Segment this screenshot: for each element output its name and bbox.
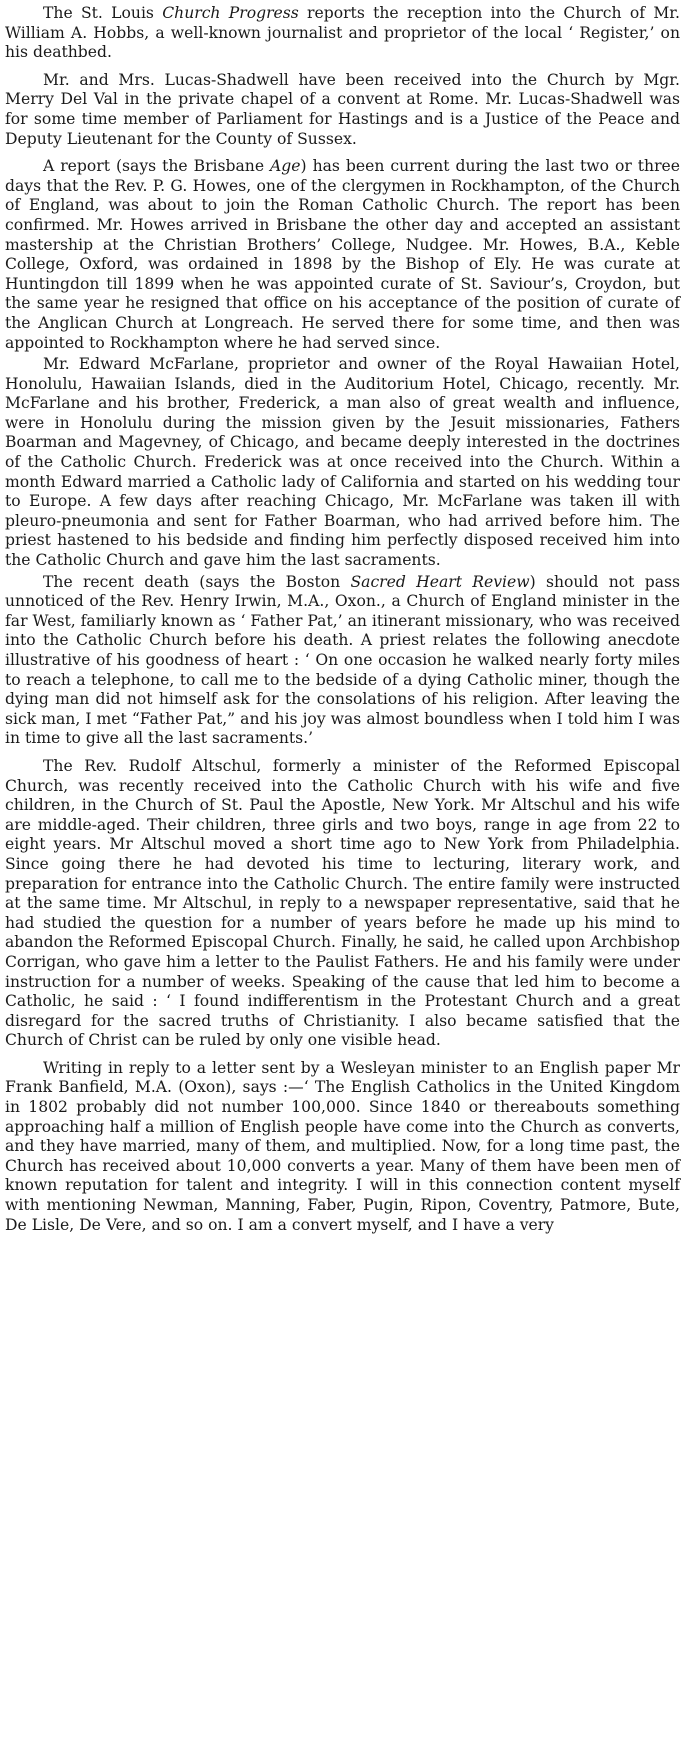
paragraph-hobbs-reception [5,4,680,63]
paragraph-mcfarlane [5,355,680,571]
paragraph-altschul [5,757,680,1051]
text-segment: Mr. Edward McFarlane, proprietor and owner of the Royal Hawaiian Hotel, Honolulu, Hawaiian Islands, died in the Auditorium Hotel, Chicago, recently. Mr. McFarlane and his brother, Frederick, a man also of great wealth and influence, were in Honolulu during the mission given by the Jesuit missionaries, Fathers Boarman and Magevney, of Chicago, and became deeply interested in the doctrines of the Catholic Church. Frederick was at once received into the Church. Within a month Edward married a Catholic lady of California and started on his wedding tour to Europe. A few days after reaching Chicago, Mr. McFarlane was taken ill with pleuro-pneumonia and sent for Father Boarman, who had arrived before him. The priest hastened to his bedside and finding him perfectly disposed received him into the Catholic Church and gave him the last sacraments. [5,355,680,570]
publication-title-age: Age [270,157,301,176]
text-segment: The St. Louis [43,4,163,22]
paragraph-lucas-shadwell [5,71,680,149]
text-segment: Writing in reply to a letter sent by a Wesleyan minister to an English paper Mr Frank Banfield, M.A. (Oxon), says :—‘ The English Catholics in the United Kingdom in 1802 probably did not number 100,000. Since 1840 or thereabouts something approaching half a million of English people have come into the Church as converts, and they have married, many of them, and multiplied. Now, for a long time past, the Church has received about 10,000 converts a year. Many of them have been men of known reputation for talent and integrity. I will in this connection content myself with mentioning Newman, Manning, Faber, Pugin, Ripon, Coventry, Patmore, Bute, De Lisle, De Vere, and so on. I am a convert myself, and I have a very [5,1058,680,1234]
publication-title-church-progress: Church Progress [162,4,299,22]
text-segment: Mr. and Mrs. Lucas-Shadwell have been received into the Church by Mgr. Merry Del Val in the private chapel of a convent at Rome. Mr. Lucas-Shadwell was for some time member of Parliament for Hastings and is a Justice of the Peace and Deputy Lieutenant for the County of Sussex. [5,70,680,148]
text-segment: ) has been current during the last two or three days that the Rev. P. G. Howes, one of the clergymen in Rockhampton, of the Church of England, was about to join the Roman Catholic Church. The report has been confirmed. Mr. Howes arrived in Brisbane the other day and accepted an assistant mastership at the Christian Brothers’ College, Nudgee. Mr. Howes, B.A., Keble College, Oxford, was ordained in 1898 by the Bishop of Ely. He was curate at Huntingdon till 1899 when he was appointed curate of St. Saviour’s, Croydon, but the same year he resigned that office on his acceptance of the position of curate of the Anglican Church at Longreach. He served there for some time, and then was appointed to Rockhampton where he had served since. [5,157,680,352]
text-segment: reports the reception into the Church of Mr. William A. Hobbs, a well-known journalist and proprietor of the local ‘ Register,’ on his deathbed. [5,4,680,62]
publication-title-sacred-heart-review: Sacred Heart Review [350,572,530,591]
text-segment: The Rev. Rudolf Altschul, formerly a minister of the Reformed Episcopal Church, was recently received into the Catholic Church with his wife and five children, in the Church of St. Paul the Apostle, New York. Mr Altschul and his wife are middle-aged. Their children, three girls and two boys, range in age from 22 to eight years. Mr Altschul moved a short time ago to New York from Philadelphia. Since going there he had devoted his time to lecturing, literary work, and preparation for entrance into the Catholic Church. The entire family were instructed at the same time. Mr Altschul, in reply to a newspaper representative, said that he had studied the question for a number of years before he made up his mind to abandon the Reformed Episcopal Church. Finally, he said, he called upon Archbishop Corrigan, who gave him a letter to the Paulist Fathers. He and his family were under instruction for a number of weeks. Speaking of the cause that led him to become a Catholic, he said : ‘ I found indifferentism in the Protestant Church and a great disregard for the sacred truths of Christianity. I also became satisfied that the Church of Christ can be ruled by only one visible head. [5,756,680,1050]
text-segment: A report (says the Brisbane [43,157,271,176]
text-segment: The recent death (says the Boston [43,572,351,591]
paragraph-father-pat [5,573,680,749]
paragraph-howes-report [5,157,680,353]
paragraph-banfield-letter [5,1059,680,1235]
text-segment: ) should not pass unnoticed of the Rev. Henry Irwin, M.A., Oxon., a Church of England minister in the far West, familiarly known as ‘ Father Pat,’ an itinerant missionary, who was received into the Catholic Church before his death. A priest relates the following anecdote illustrative of his goodness of heart : ‘ On one occasion he walked nearly forty miles to reach a telephone, to call me to the bedside of a dying Catholic miner, though the dying man did not himself ask for the consolations of his religion. After leaving the sick man, I met “Father Pat,” and his joy was almost boundless when I told him I was in time to give all the last sacraments.’ [5,572,681,748]
